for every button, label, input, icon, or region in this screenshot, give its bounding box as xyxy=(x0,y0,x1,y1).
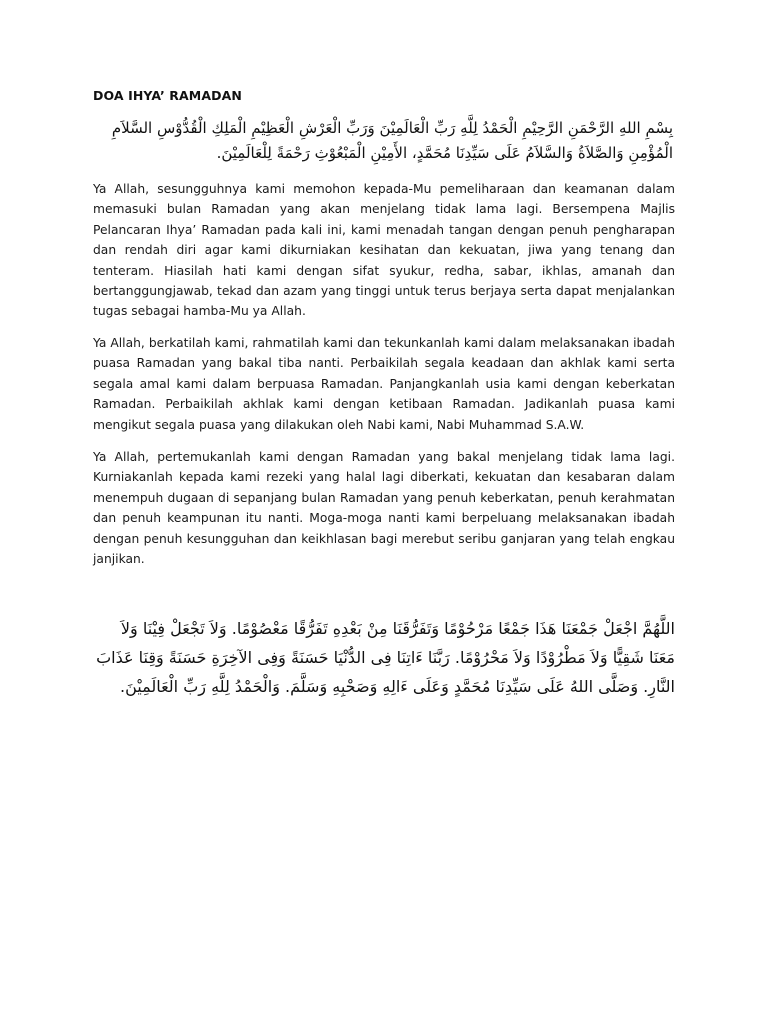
document-title: DOA IHYA’ RAMADAN xyxy=(93,88,242,103)
arabic-closing-prayer: اللَّهُمَّ اجْعَلْ جَمْعَنَا هَذَا جَمْعًا مَرْحُوْمًا وَتَفَرُّقَنَا مِنْ بَعْدِهِ تَفَرُّقًا مَعْصُوْمًا. وَلاَ تَجْعَلْ فِيْنَا وَلاَ مَعَنَا شَقِيًّا وَلاَ مَطْرُوْدًا وَلاَ مَحْرُوْمًا. رَبَّنَا ءَاتِنَا فِى الدُّنْيَا حَسَنَةً وَفِى الآخِرَةِ حَسَنَةً وَقِنَا عَذَابَ النَّارِ. وَصَلَّى اللهُ عَلَى سَيِّدِنَا مُحَمَّدٍ وَعَلَى ءَالِهِ وَصَحْبِهِ وَسَلَّمَ. وَالْحَمْدُ لِلَّهِ رَبِّ الْعَالَمِيْنَ. xyxy=(96,619,675,696)
paragraph-1: Ya Allah, sesungguhnya kami memohon kepada-Mu pemeliharaan dan keamanan dalam memasuki bulan Ramadan yang akan menjelang tidak lama lagi. Bersempena Majlis Pelancaran Ihya’ Ramadan pada kali ini, kami menadah tangan dengan penuh pengharapan dan rendah diri agar kami dikurniakan kesihatan dan kekuatan, jiwa yang tenang dan tenteram. Hiasilah hati kami dengan sifat syukur, redha, sabar, ikhlas, amanah dan bertanggungjawab, tekad dan azam yang tinggi untuk terus berjaya serta dapat menjalankan tugas sebagai hamba-Mu ya Allah. xyxy=(93,182,675,319)
arabic-opening-prayer: بِسْمِ اللهِ الرَّحْمَنِ الرَّحِيْمِ الْحَمْدُ لِلَّهِ رَبِّ الْعَالَمِيْنَ وَرَبِّ الْعَرْشِ الْعَظِيْمِ الْمَلِكِ الْقُدُّوْسِ السَّلاَمِ الْمُؤْمِنِ وَالصَّلاَةُ وَالسَّلاَمُ عَلَى سَيِّدِنَا مُحَمَّدٍ، الأَمِيْنِ الْمَبْعُوْثِ رَحْمَةً لِلْعَالَمِيْنَ. xyxy=(111,119,673,162)
paragraph-2: Ya Allah, berkatilah kami, rahmatilah kami dan tekunkanlah kami dalam melaksanakan ibadah puasa Ramadan yang bakal tiba nanti. Perbaikilah segala keadaan dan akhlak kami serta segala amal kami dalam berpuasa Ramadan. Panjangkanlah usia kami dengan keberkatan Ramadan. Perbaikilah akhlak kami dengan ketibaan Ramadan. Jadikanlah puasa kami mengikut segala puasa yang dilakukan oleh Nabi kami, Nabi Muhammad S.A.W. xyxy=(93,336,675,432)
paragraph-3: Ya Allah, pertemukanlah kami dengan Ramadan yang bakal menjelang tidak lama lagi. Kurniakanlah kepada kami rezeki yang halal lagi diberkati, kekuatan dan kesabaran dalam menempuh dugaan di sepanjang bulan Ramadan yang penuh keberkatan, penuh kerahmatan dan penuh keampunan itu nanti. Moga-moga nanti kami berpeluang melaksanakan ibadah dengan penuh kesungguhan dan keikhlasan bagi merebut seribu ganjaran yang telah engkau janjikan. xyxy=(93,450,675,567)
